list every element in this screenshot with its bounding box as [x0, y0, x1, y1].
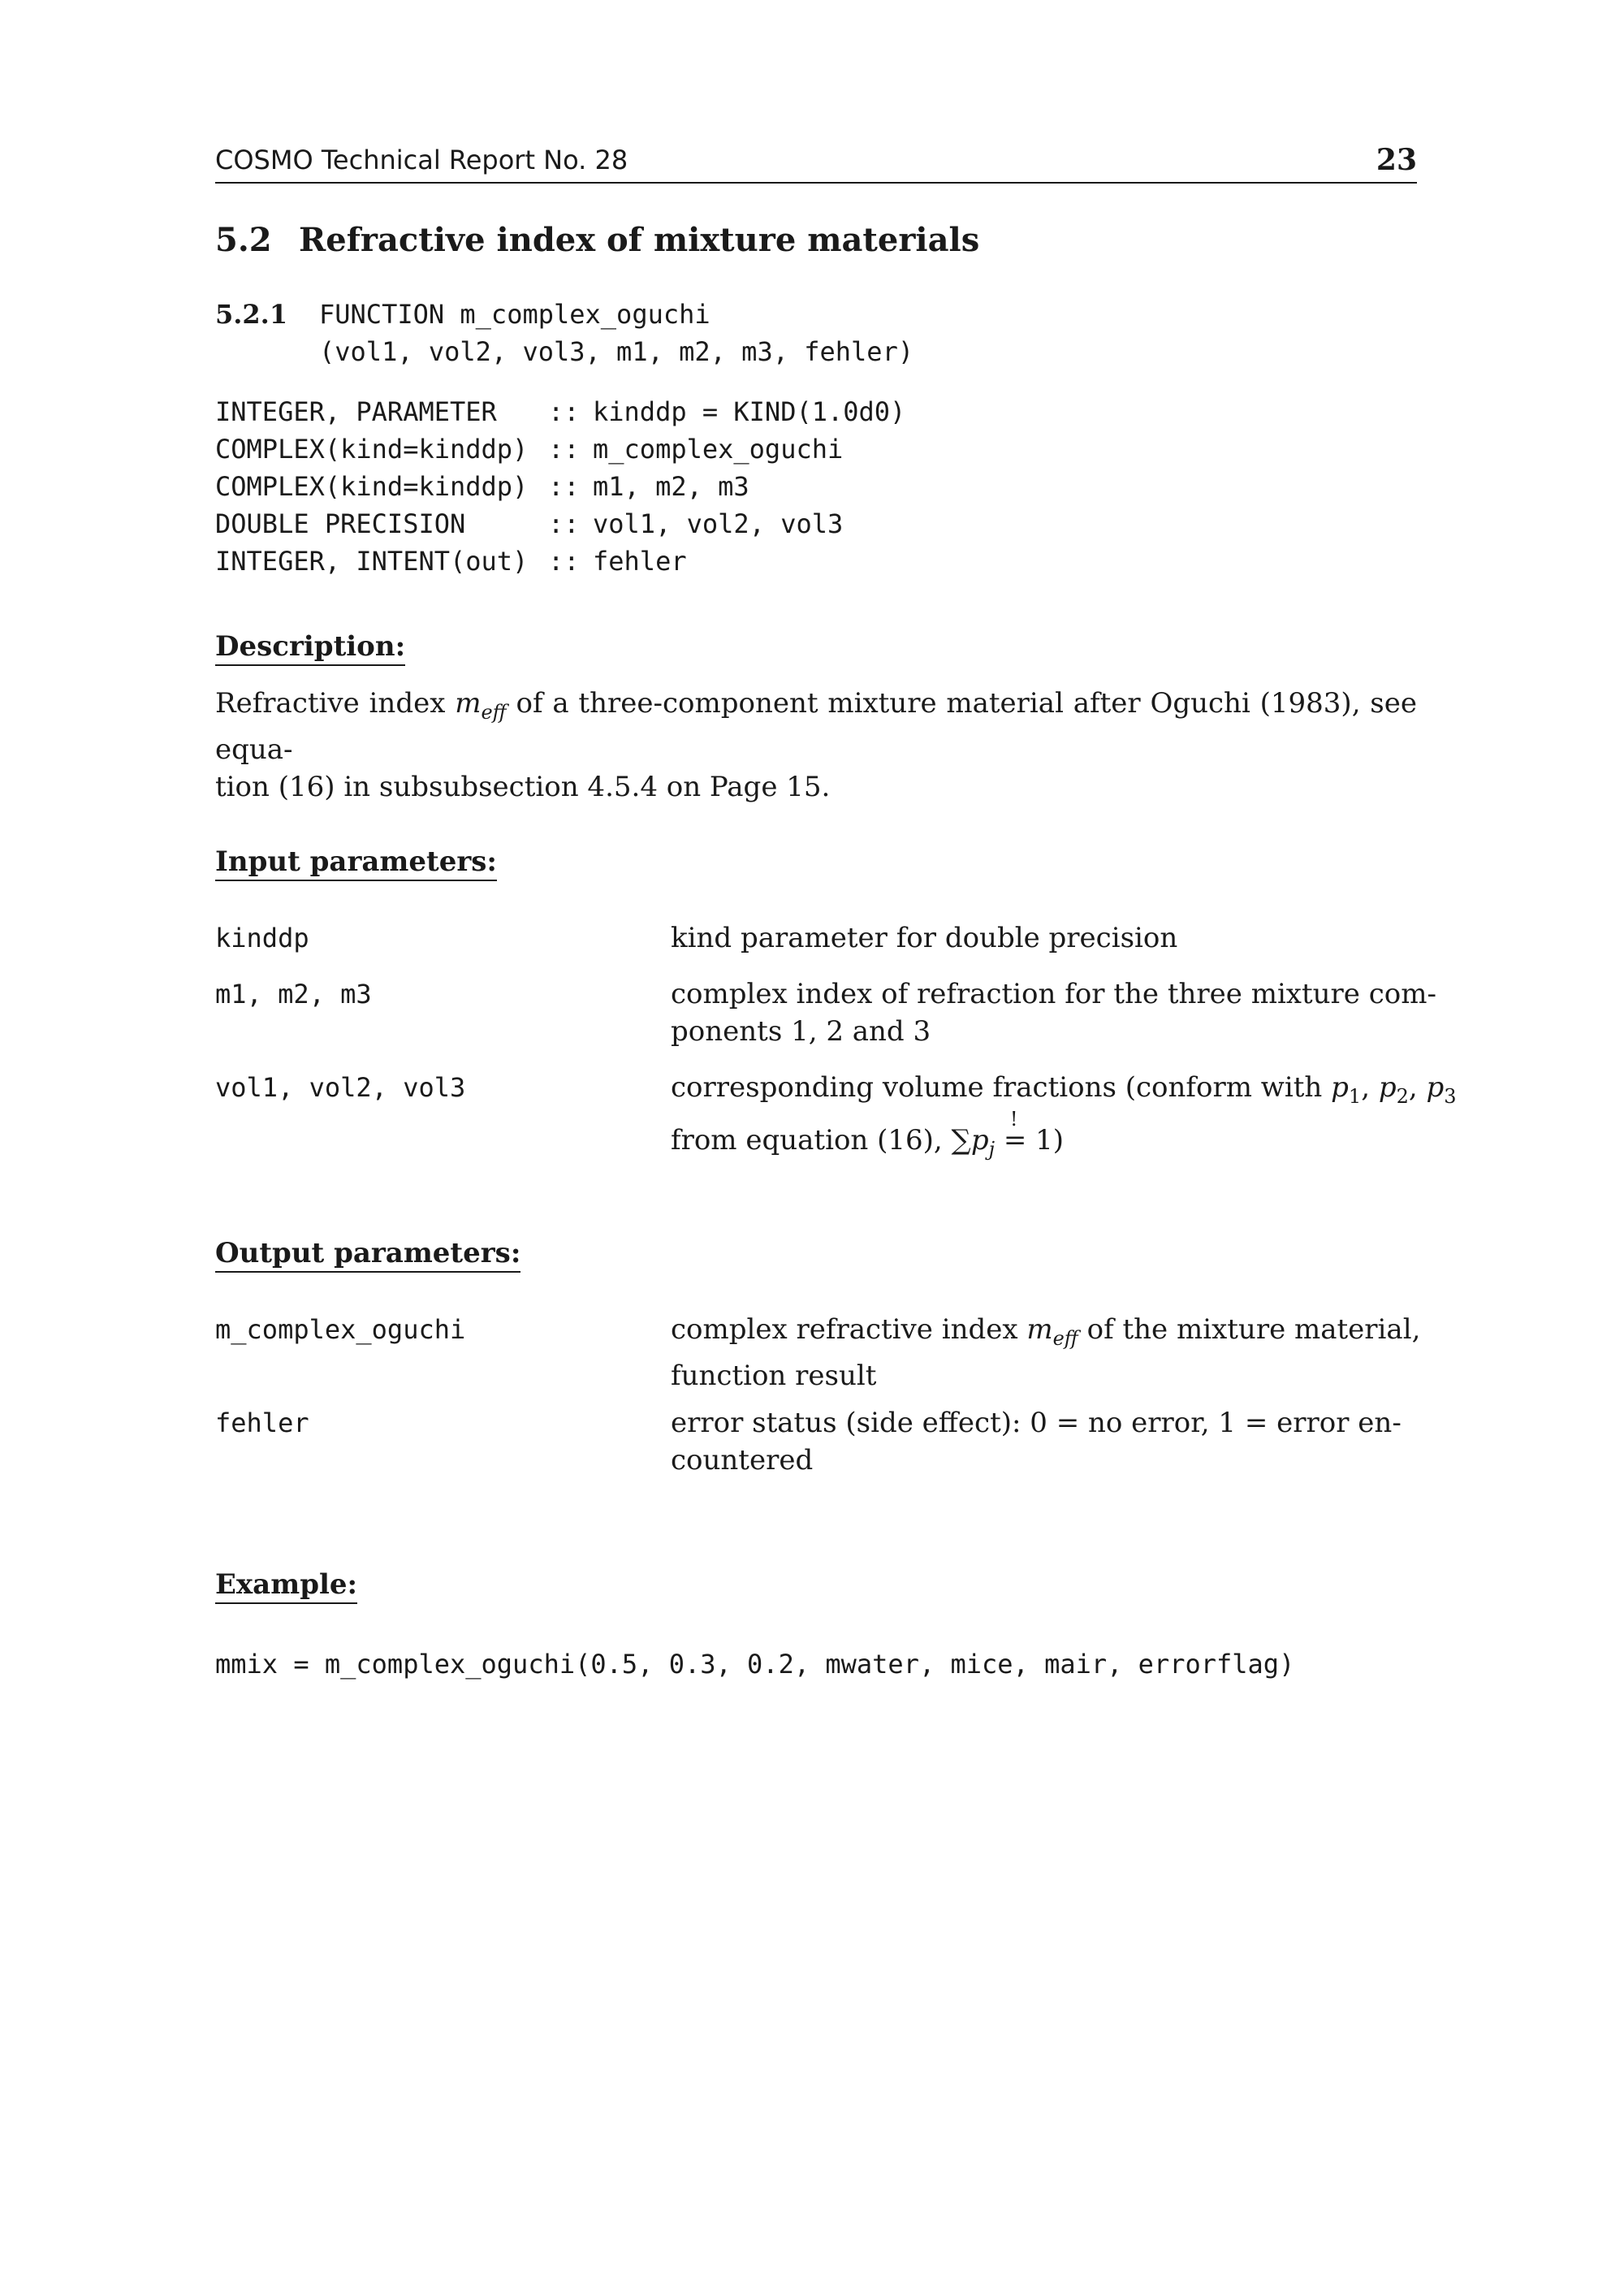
param-name: kinddp	[215, 923, 309, 953]
example-code: mmix = m_complex_oguchi(0.5, 0.3, 0.2, mwater, mice, mair, errorflag)	[215, 1649, 1295, 1680]
param-description: error status (side effect): 0 = no error, 1 = error en- countered	[671, 1407, 1402, 1477]
declaration-separator: ::	[548, 396, 580, 427]
param-name: vol1, vol2, vol3	[215, 1072, 466, 1103]
param-name: m_complex_oguchi	[215, 1314, 466, 1345]
section-title: Refractive index of mixture materials	[299, 221, 980, 259]
declaration-vars: fehler	[593, 546, 687, 577]
declaration-type: INTEGER, PARAMETER	[215, 396, 497, 427]
description-text	[215, 685, 1417, 806]
function-signature-line1: FUNCTION m_complex_oguchi	[319, 299, 710, 330]
subsection-number: 5.2.1	[215, 299, 288, 330]
m-eff-symbol: $m_{eff}$	[1026, 1313, 1078, 1350]
param-description: kind parameter for double precision	[671, 922, 1178, 954]
running-title: COSMO Technical Report No. 28	[215, 145, 628, 175]
declaration-type: DOUBLE PRECISION	[215, 508, 466, 539]
param-description: complex refractive index $m_{eff}$ of the mixture material, function result	[671, 1313, 1421, 1392]
declaration-separator: ::	[548, 546, 580, 577]
m-eff-symbol: $m_{eff}$	[455, 687, 507, 724]
declaration-separator: ::	[548, 508, 580, 539]
description-heading: Description:	[215, 630, 405, 666]
page-header	[215, 143, 1417, 184]
declaration-separator: ::	[548, 434, 580, 465]
declaration-vars: kinddp = KIND(1.0d0)	[593, 396, 906, 427]
section-number: 5.2	[215, 221, 272, 259]
section-heading	[215, 221, 979, 259]
param-name: fehler	[215, 1407, 309, 1438]
param-description: corresponding volume fractions (conform with $p_1$, $p_2$, $p_3$ from equation (16), $\sum p_j$ ! = 1)	[671, 1071, 1457, 1161]
output-parameters-heading: Output parameters:	[215, 1237, 520, 1273]
page-number: 23	[1376, 143, 1417, 177]
declaration-separator: ::	[548, 471, 580, 502]
param-description: complex index of refraction for the three mixture com- ponents 1, 2 and 3	[671, 978, 1436, 1048]
description-line1: Refractive index $m_{eff}$ of a three-component mixture material after Oguchi (1983), see equa-	[215, 687, 1417, 766]
declaration-type: INTEGER, INTENT(out)	[215, 546, 529, 577]
description-line2: tion (16) in subsubsection 4.5.4 on Page 15.	[215, 771, 831, 803]
declaration-vars: vol1, vol2, vol3	[593, 508, 844, 539]
declaration-type: COMPLEX(kind=kinddp)	[215, 434, 529, 465]
function-signature-line2: (vol1, vol2, vol3, m1, m2, m3, fehler)	[319, 336, 914, 367]
input-parameters-heading: Input parameters:	[215, 845, 497, 881]
declaration-vars: m_complex_oguchi	[593, 434, 844, 465]
declaration-vars: m1, m2, m3	[593, 471, 749, 502]
declaration-type: COMPLEX(kind=kinddp)	[215, 471, 529, 502]
param-name: m1, m2, m3	[215, 979, 372, 1010]
sum-symbol: ∑	[951, 1124, 971, 1157]
example-heading: Example:	[215, 1568, 357, 1604]
defined-equals-symbol: ! =	[1003, 1108, 1027, 1157]
